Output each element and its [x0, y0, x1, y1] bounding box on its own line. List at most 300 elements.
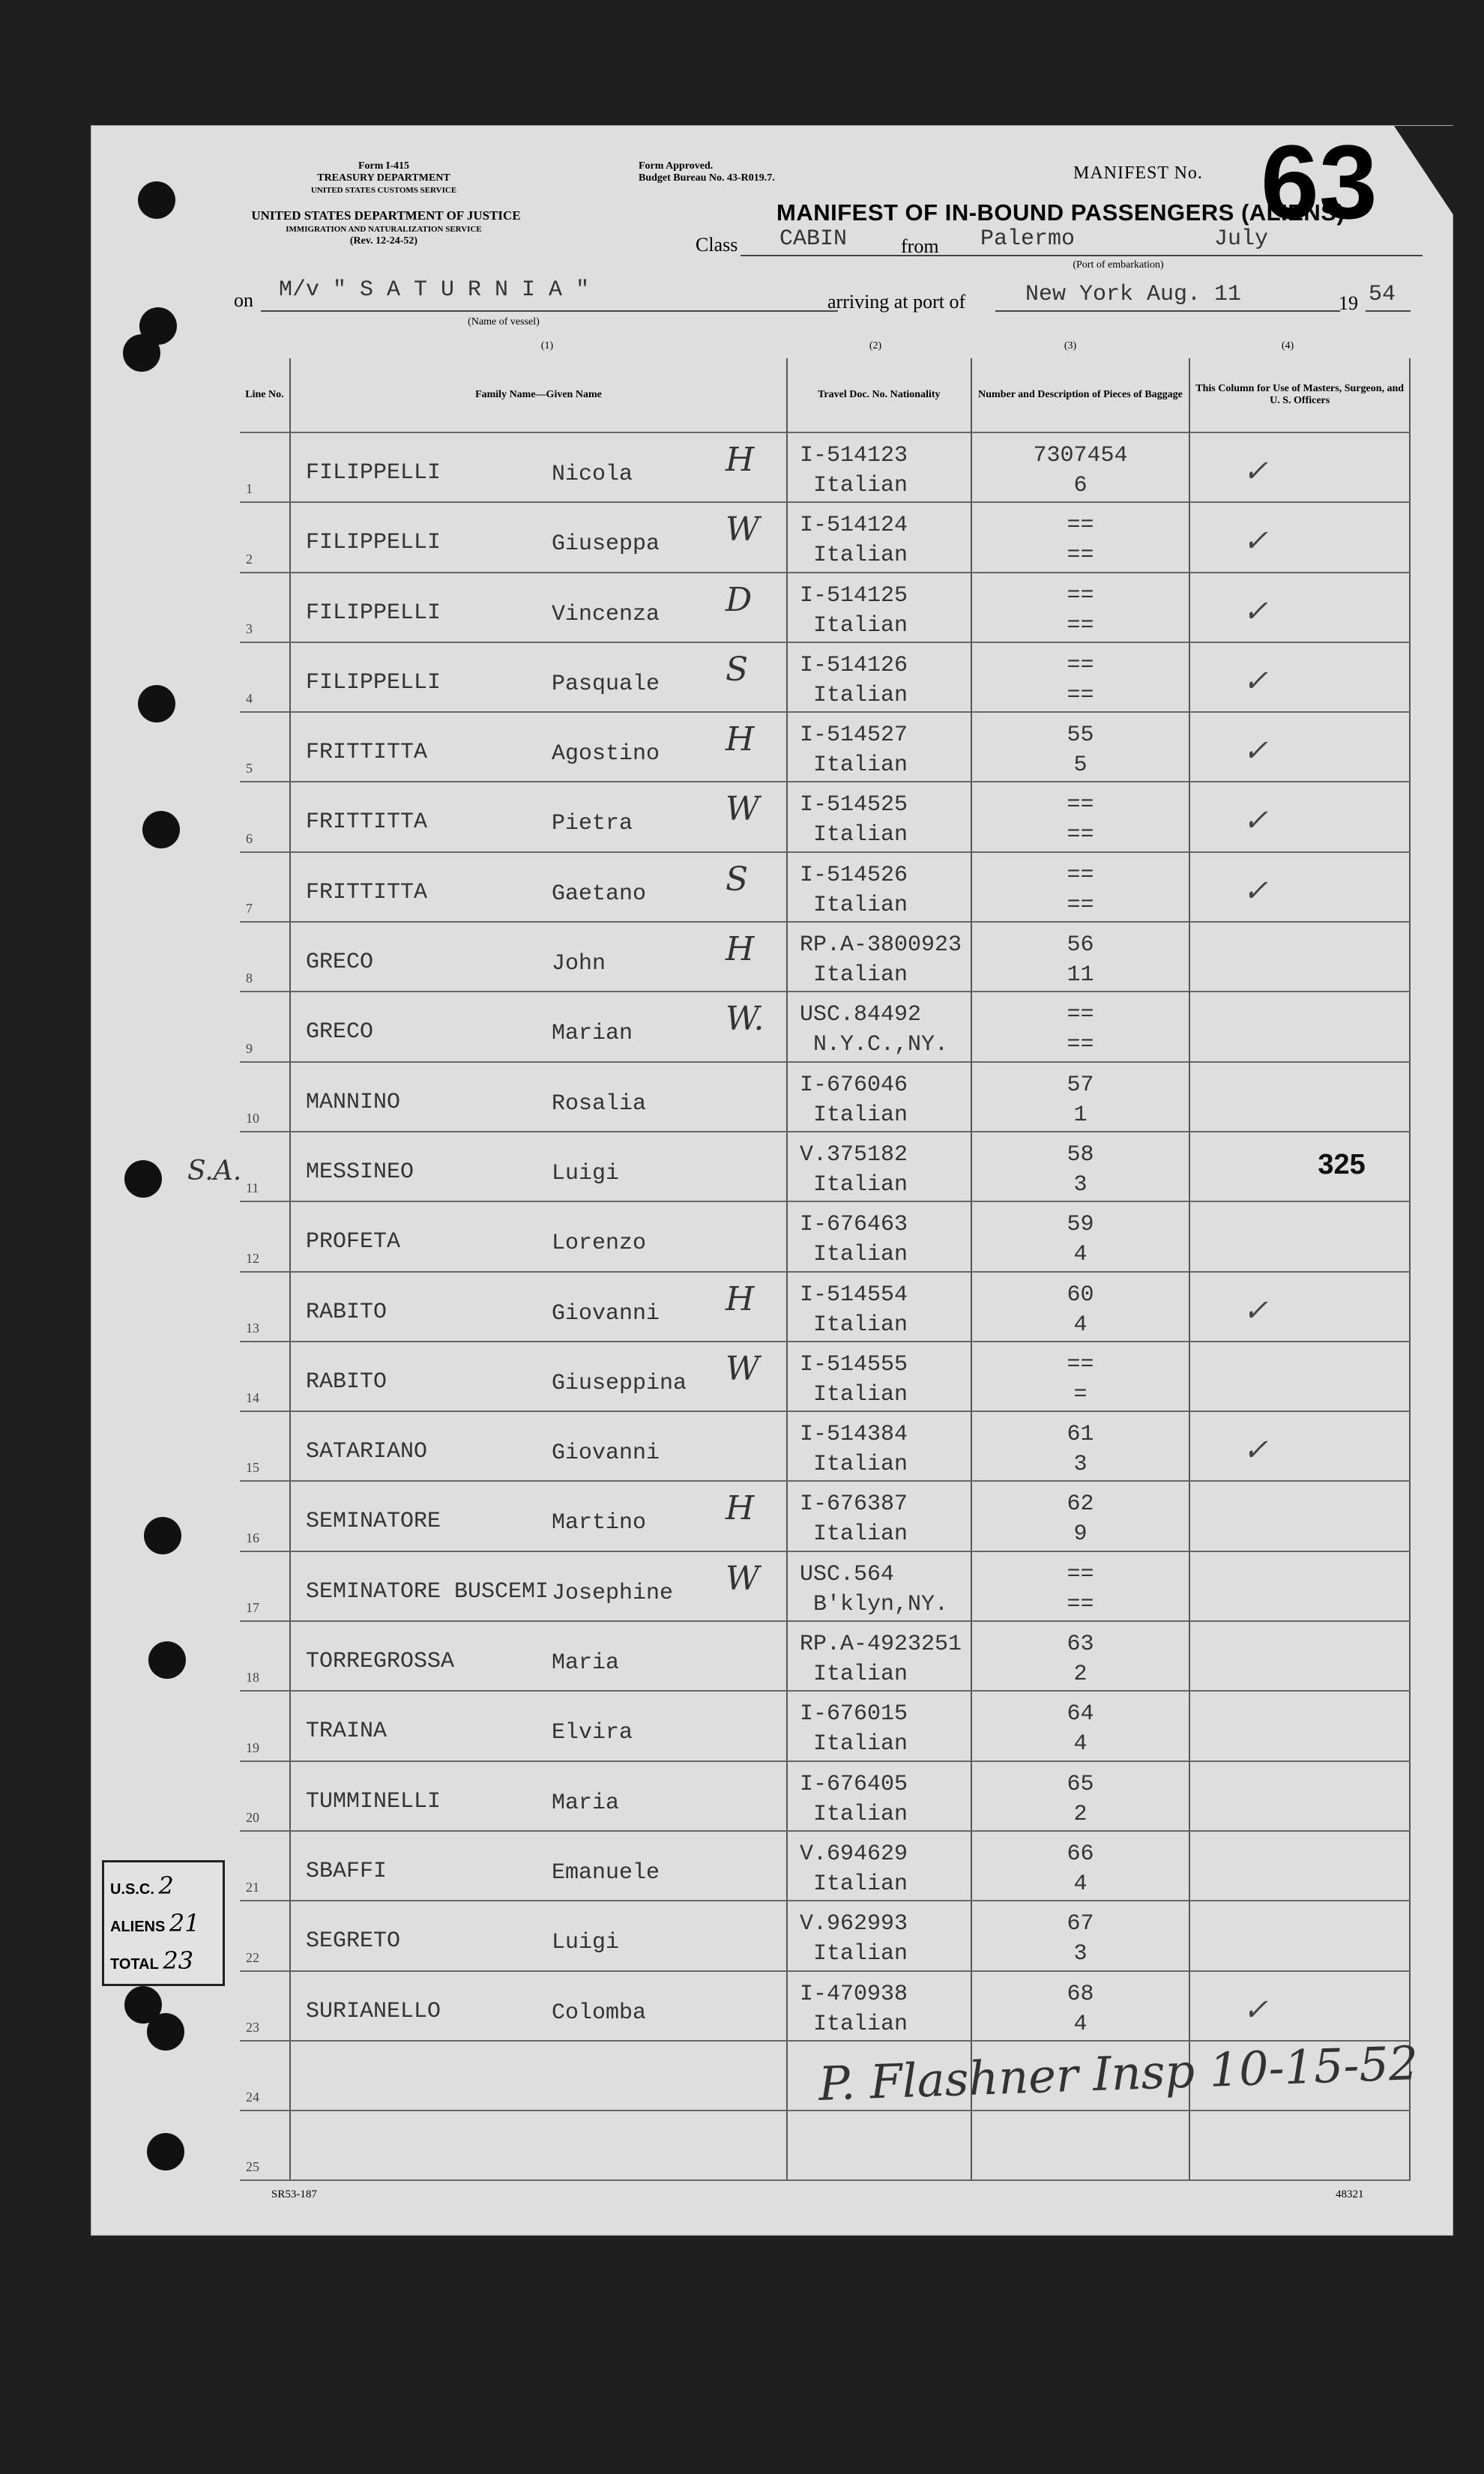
officer-cell	[1189, 1551, 1410, 1621]
officer-mark: 325	[1318, 1148, 1366, 1180]
baggage-cell	[971, 1621, 1190, 1691]
nationality: Italian	[812, 892, 908, 918]
margin-note: S.A.	[187, 1156, 242, 1186]
baggage-cell	[971, 1062, 1190, 1132]
line-number: 8	[246, 971, 253, 986]
baggage-description: ==	[1067, 612, 1094, 639]
given-name: Emanuele	[551, 1859, 660, 1886]
officer-cell	[1189, 502, 1410, 572]
given-name: Giuseppa	[551, 531, 660, 558]
line-number-cell	[240, 1481, 290, 1551]
name-cell	[290, 1761, 787, 1831]
usc-total: U.S.C. 2	[110, 1871, 174, 1900]
travel-doc-cell	[787, 502, 971, 572]
given-name: Marian	[551, 1021, 633, 1047]
travel-doc-cell	[787, 712, 971, 782]
form-number: Form I-415	[358, 160, 410, 172]
baggage-cell	[971, 2111, 1190, 2180]
baggage-count: 66	[1067, 1841, 1094, 1867]
relation-mark: W	[725, 1349, 760, 1388]
table-row	[240, 712, 1410, 782]
travel-doc-number: USC.84492	[799, 1002, 921, 1028]
table-row	[240, 642, 1410, 712]
baggage-count: ==	[1067, 1351, 1094, 1378]
name-cell	[290, 1342, 787, 1411]
grand-total: TOTAL 23	[110, 1946, 194, 1975]
line-number-cell	[240, 1971, 290, 2041]
relation-mark: S	[725, 650, 749, 689]
family-name: TUMMINELLI	[305, 1788, 441, 1814]
baggage-description: 2	[1073, 1662, 1088, 1688]
baggage-count: 65	[1067, 1771, 1094, 1797]
line-number-cell	[240, 1831, 290, 1901]
baggage-count: 59	[1067, 1212, 1094, 1238]
baggage-cell	[971, 502, 1190, 572]
nationality: Italian	[812, 1662, 908, 1688]
officer-mark: ✓	[1243, 873, 1268, 908]
totals-box	[102, 1860, 225, 1986]
baggage-description: 4	[1073, 1242, 1088, 1268]
col-num-4: (4)	[1281, 340, 1294, 352]
officer-cell	[1189, 1761, 1410, 1831]
travel-doc-number: I-676046	[799, 1072, 908, 1098]
name-cell	[290, 1481, 787, 1551]
family-name: TRAINA	[305, 1719, 387, 1745]
table-row	[240, 1481, 1410, 1551]
table-row	[240, 1201, 1410, 1271]
officer-cell	[1189, 1831, 1410, 1901]
port-of-embarkation: Palermo	[980, 226, 1076, 252]
baggage-count: 63	[1067, 1632, 1094, 1658]
line-number-cell	[240, 1272, 290, 1342]
line-number: 14	[246, 1390, 259, 1406]
col-baggage: Number and Description of Pieces of Baggage	[971, 358, 1190, 432]
line-number-cell	[240, 573, 290, 642]
travel-doc-cell	[787, 1831, 971, 1901]
relation-mark: H	[725, 441, 755, 479]
relation-mark: D	[725, 580, 752, 619]
baggage-cell	[971, 922, 1190, 992]
line-number-cell	[240, 1062, 290, 1132]
family-name: FILIPPELLI	[305, 460, 441, 486]
baggage-cell	[971, 992, 1190, 1061]
arrival-port: New York Aug. 11	[1025, 282, 1242, 307]
travel-doc-number: I-514554	[799, 1282, 908, 1308]
baggage-description: 11	[1067, 962, 1094, 989]
name-cell	[290, 992, 787, 1061]
travel-doc-number: I-676015	[799, 1701, 908, 1728]
punch-hole	[147, 2013, 184, 2051]
punch-hole	[144, 1517, 181, 1554]
punch-hole	[124, 1160, 162, 1198]
table-row	[240, 1831, 1410, 1901]
travel-doc-cell	[787, 1062, 971, 1132]
travel-doc-cell	[787, 1971, 971, 2041]
name-cell	[290, 573, 787, 642]
baggage-count: 58	[1067, 1141, 1094, 1168]
line-number: 2	[246, 551, 253, 567]
name-cell	[290, 1621, 787, 1691]
line-number-cell	[240, 782, 290, 851]
class-value: CABIN	[779, 226, 848, 252]
line-number: 9	[246, 1040, 253, 1056]
family-name: SEGRETO	[305, 1928, 400, 1955]
line-number-cell	[240, 1132, 290, 1201]
table-row	[240, 502, 1410, 572]
line-number: 20	[246, 1809, 259, 1825]
officer-mark: ✓	[1243, 454, 1268, 489]
family-name: FRITTITTA	[305, 879, 427, 905]
given-name: Maria	[551, 1790, 619, 1816]
travel-doc-number: USC.564	[799, 1561, 894, 1587]
nationality: Italian	[812, 612, 908, 639]
relation-mark: W.	[725, 1000, 764, 1039]
table-row	[240, 922, 1410, 992]
given-name: Giuseppina	[551, 1370, 687, 1396]
name-cell	[290, 1062, 787, 1132]
given-name: Lorenzo	[551, 1231, 646, 1257]
line-number-cell	[240, 642, 290, 712]
nationality: Italian	[812, 1452, 908, 1478]
line-number-cell	[240, 2041, 290, 2111]
travel-doc-cell	[787, 1691, 971, 1761]
officer-mark: ✓	[1243, 734, 1268, 769]
line-number: 6	[246, 830, 253, 846]
baggage-description: 4	[1073, 1871, 1088, 1897]
line-number: 17	[246, 1600, 259, 1616]
baggage-count: 55	[1067, 722, 1094, 749]
baggage-cell	[971, 1761, 1190, 1831]
name-cell	[290, 1272, 787, 1342]
nationality: Italian	[812, 962, 908, 989]
officer-cell	[1189, 1481, 1410, 1551]
baggage-count: 56	[1067, 932, 1094, 959]
baggage-description: ==	[1067, 892, 1094, 918]
line-number-cell	[240, 1342, 290, 1411]
relation-mark: W	[725, 1559, 760, 1598]
line-number: 15	[246, 1460, 259, 1476]
baggage-description: 4	[1073, 2011, 1088, 2037]
port-caption: (Port of embarkation)	[1073, 259, 1164, 271]
line-number-cell	[240, 2111, 290, 2180]
travel-doc-cell	[787, 573, 971, 642]
family-name: RABITO	[305, 1369, 387, 1395]
name-cell	[290, 502, 787, 572]
nationality: Italian	[812, 473, 908, 498]
baggage-cell	[971, 1132, 1190, 1201]
travel-doc-number: I-514526	[799, 862, 908, 888]
col-officers: This Column for Use of Masters, Surgeon, and U. S. Officers	[1189, 358, 1410, 432]
family-name: RABITO	[305, 1299, 387, 1325]
line-number: 5	[246, 761, 253, 776]
travel-doc-cell	[787, 1551, 971, 1621]
family-name: FILIPPELLI	[305, 669, 441, 696]
table-row	[240, 1691, 1410, 1761]
family-name: MANNINO	[305, 1089, 400, 1115]
family-name: FRITTITTA	[305, 740, 427, 766]
baggage-count: ==	[1067, 1002, 1094, 1028]
name-cell	[290, 1971, 787, 2041]
travel-doc-cell	[787, 922, 971, 992]
baggage-count: 68	[1067, 1981, 1094, 2007]
baggage-cell	[971, 1551, 1190, 1621]
line-number: 11	[246, 1180, 259, 1196]
class-label: Class	[696, 234, 738, 256]
officer-mark: ✓	[1243, 803, 1268, 839]
baggage-cell	[971, 712, 1190, 782]
family-name: GRECO	[305, 950, 373, 976]
baggage-description: 6	[1073, 473, 1088, 498]
travel-doc-cell	[787, 1201, 971, 1271]
family-name: FRITTITTA	[305, 809, 427, 836]
officer-cell	[1189, 573, 1410, 642]
footer-form-code: SR53-187	[271, 2188, 317, 2200]
baggage-cell	[971, 1411, 1190, 1481]
line-number: 19	[246, 1740, 259, 1755]
form-approved: Form Approved.	[639, 160, 714, 172]
line-number: 24	[246, 2090, 259, 2105]
line-number: 21	[246, 1880, 259, 1895]
line-number-cell	[240, 1411, 290, 1481]
travel-doc-number: I-514125	[799, 582, 908, 609]
relation-mark: W	[725, 510, 760, 549]
ins-label: IMMIGRATION AND NATURALIZATION SERVICE	[286, 225, 482, 234]
nationality: Italian	[812, 1731, 908, 1758]
baggage-cell	[971, 1272, 1190, 1342]
baggage-cell	[971, 1831, 1190, 1901]
name-cell	[290, 1831, 787, 1901]
family-name: FILIPPELLI	[305, 530, 441, 556]
table-row	[240, 1272, 1410, 1342]
table-row	[240, 852, 1410, 922]
table-row	[240, 1761, 1410, 1831]
relation-mark: W	[725, 790, 760, 829]
name-cell	[290, 642, 787, 712]
line-number: 12	[246, 1250, 259, 1266]
punch-hole	[147, 2133, 184, 2170]
officer-cell	[1189, 852, 1410, 922]
table-row	[240, 432, 1410, 502]
line-number-cell	[240, 1761, 290, 1831]
baggage-cell	[971, 1691, 1190, 1761]
baggage-count: 67	[1067, 1911, 1094, 1937]
punch-hole	[138, 181, 175, 219]
baggage-count: ==	[1067, 513, 1094, 539]
vessel-caption: (Name of vessel)	[468, 316, 540, 328]
col-line-no: Line No.	[240, 358, 290, 432]
name-cell	[290, 2111, 787, 2180]
line-number: 4	[246, 691, 253, 707]
officer-cell	[1189, 1342, 1410, 1411]
baggage-description: ==	[1067, 543, 1094, 569]
baggage-description: 9	[1073, 1521, 1088, 1548]
baggage-count: 7307454	[1033, 443, 1128, 468]
line-number: 23	[246, 2019, 259, 2035]
travel-doc-number: I-514527	[799, 722, 908, 749]
travel-doc-number: I-676387	[799, 1491, 908, 1518]
name-cell	[290, 1411, 787, 1481]
travel-doc-number: I-514384	[799, 1422, 908, 1448]
name-cell	[290, 2041, 787, 2111]
travel-doc-cell	[787, 1481, 971, 1551]
nationality: Italian	[812, 1242, 908, 1268]
family-name: SEMINATORE BUSCEMI	[305, 1578, 549, 1605]
line-number: 3	[246, 621, 253, 636]
travel-doc-cell	[787, 1342, 971, 1411]
relation-mark: S	[725, 860, 749, 899]
baggage-description: 4	[1073, 1312, 1088, 1338]
baggage-description: 1	[1073, 1102, 1088, 1128]
family-name: SATARIANO	[305, 1439, 427, 1465]
baggage-description: ==	[1067, 1591, 1094, 1617]
table-row	[240, 782, 1410, 851]
line-number: 16	[246, 1530, 259, 1545]
travel-doc-cell	[787, 2111, 971, 2180]
travel-doc-number: I-514124	[799, 513, 908, 539]
nationality: Italian	[812, 1941, 908, 1967]
officer-cell	[1189, 1132, 1410, 1201]
justice-department: UNITED STATES DEPARTMENT OF JUSTICE	[251, 208, 521, 223]
line-number: 13	[246, 1320, 259, 1336]
travel-doc-number: RP.A-3800923	[799, 932, 962, 959]
given-name: John	[551, 951, 606, 977]
baggage-count: ==	[1067, 792, 1094, 818]
relation-mark: H	[725, 1279, 755, 1318]
name-cell	[290, 782, 787, 851]
nationality: Italian	[812, 1102, 908, 1128]
year-suffix: 54	[1369, 282, 1396, 307]
baggage-cell	[971, 1342, 1190, 1411]
line-number: 1	[246, 481, 253, 497]
line-number-cell	[240, 432, 290, 502]
family-name: GRECO	[305, 1019, 373, 1046]
travel-doc-cell	[787, 1132, 971, 1201]
given-name: Pasquale	[551, 671, 660, 697]
baggage-cell	[971, 1201, 1190, 1271]
officer-mark: ✓	[1243, 1992, 1268, 2027]
baggage-description: 2	[1073, 1801, 1088, 1827]
baggage-count: ==	[1067, 1561, 1094, 1587]
table-row	[240, 573, 1410, 642]
line-number: 18	[246, 1670, 259, 1686]
punch-hole	[142, 811, 180, 848]
travel-doc-number: I-514123	[799, 443, 908, 468]
inspector-signature: P. Flashner Insp 10-15-52	[817, 2036, 1420, 2111]
travel-doc-cell	[787, 1272, 971, 1342]
manifest-title: MANIFEST OF IN-BOUND PASSENGERS (ALIENS)	[776, 199, 1345, 226]
line-number: 22	[246, 1949, 259, 1965]
baggage-count: ==	[1067, 862, 1094, 888]
nationality: Italian	[812, 1171, 908, 1198]
nationality: Italian	[812, 1871, 908, 1897]
line-number-cell	[240, 502, 290, 572]
nationality: B'klyn,NY.	[812, 1591, 948, 1617]
line-number: 7	[246, 901, 253, 917]
travel-doc-cell	[787, 432, 971, 502]
line-number-cell	[240, 1201, 290, 1271]
baggage-count: 61	[1067, 1422, 1094, 1448]
family-name: FILIPPELLI	[305, 600, 441, 626]
table-row	[240, 992, 1410, 1061]
table-row	[240, 2111, 1410, 2180]
baggage-description: 3	[1073, 1452, 1088, 1478]
officer-cell	[1189, 1201, 1410, 1271]
name-cell	[290, 852, 787, 922]
line-number-cell	[240, 922, 290, 992]
relation-mark: H	[725, 1489, 755, 1528]
nationality: Italian	[812, 1521, 908, 1548]
baggage-cell	[971, 852, 1190, 922]
officer-cell	[1189, 432, 1410, 502]
nationality: Italian	[812, 1312, 908, 1338]
baggage-description: =	[1073, 1381, 1088, 1408]
given-name: Josephine	[551, 1580, 673, 1606]
treasury-department: TREASURY DEPARTMENT	[317, 172, 450, 184]
travel-doc-cell	[787, 1411, 971, 1481]
officer-mark: ✓	[1243, 1433, 1268, 1468]
punch-hole	[138, 685, 175, 722]
nationality: Italian	[812, 543, 908, 569]
table-row	[240, 1621, 1410, 1691]
baggage-count: 60	[1067, 1282, 1094, 1308]
travel-doc-number: I-514555	[799, 1351, 908, 1378]
line-number-cell	[240, 1901, 290, 1970]
baggage-cell	[971, 1481, 1190, 1551]
departure-date: July	[1214, 226, 1269, 252]
baggage-cell	[971, 782, 1190, 851]
given-name: Pietra	[551, 811, 633, 837]
baggage-description: 3	[1073, 1171, 1088, 1198]
punch-hole	[148, 1641, 186, 1679]
name-cell	[290, 922, 787, 992]
table-row	[240, 1971, 1410, 2041]
officer-cell	[1189, 1971, 1410, 2041]
name-cell	[290, 432, 787, 502]
officer-cell	[1189, 1621, 1410, 1691]
officer-cell	[1189, 1901, 1410, 1970]
travel-doc-cell	[787, 1621, 971, 1691]
col-travel-doc: Travel Doc. No. Nationality	[787, 358, 971, 432]
aliens-total: ALIENS 21	[110, 1909, 200, 1937]
name-cell	[290, 1691, 787, 1761]
officer-cell	[1189, 1062, 1410, 1132]
travel-doc-number: RP.A-4923251	[799, 1632, 962, 1658]
given-name: Luigi	[551, 1160, 619, 1186]
vessel-name: M/v " S A T U R N I A "	[279, 277, 590, 303]
col-name: Family Name—Given Name	[290, 358, 787, 432]
baggage-description: 5	[1073, 752, 1088, 779]
officer-mark: ✓	[1243, 524, 1268, 559]
family-name: SEMINATORE	[305, 1509, 441, 1535]
line-number: 10	[246, 1110, 259, 1126]
travel-doc-number: I-514126	[799, 652, 908, 678]
baggage-cell	[971, 432, 1190, 502]
given-name: Giovanni	[551, 1440, 660, 1467]
table-row	[240, 1901, 1410, 1970]
given-name: Colomba	[551, 2000, 646, 2026]
passenger-table	[240, 358, 1411, 2181]
officer-cell	[1189, 782, 1410, 851]
travel-doc-number: V.375182	[799, 1141, 908, 1168]
given-name: Vincenza	[551, 601, 660, 627]
baggage-description: ==	[1067, 822, 1094, 848]
line-number-cell	[240, 712, 290, 782]
line-number-cell	[240, 1691, 290, 1761]
manifest-number: 63	[1261, 123, 1378, 241]
travel-doc-cell	[787, 1901, 971, 1970]
officer-cell	[1189, 1272, 1410, 1342]
line-number-cell	[240, 1621, 290, 1691]
